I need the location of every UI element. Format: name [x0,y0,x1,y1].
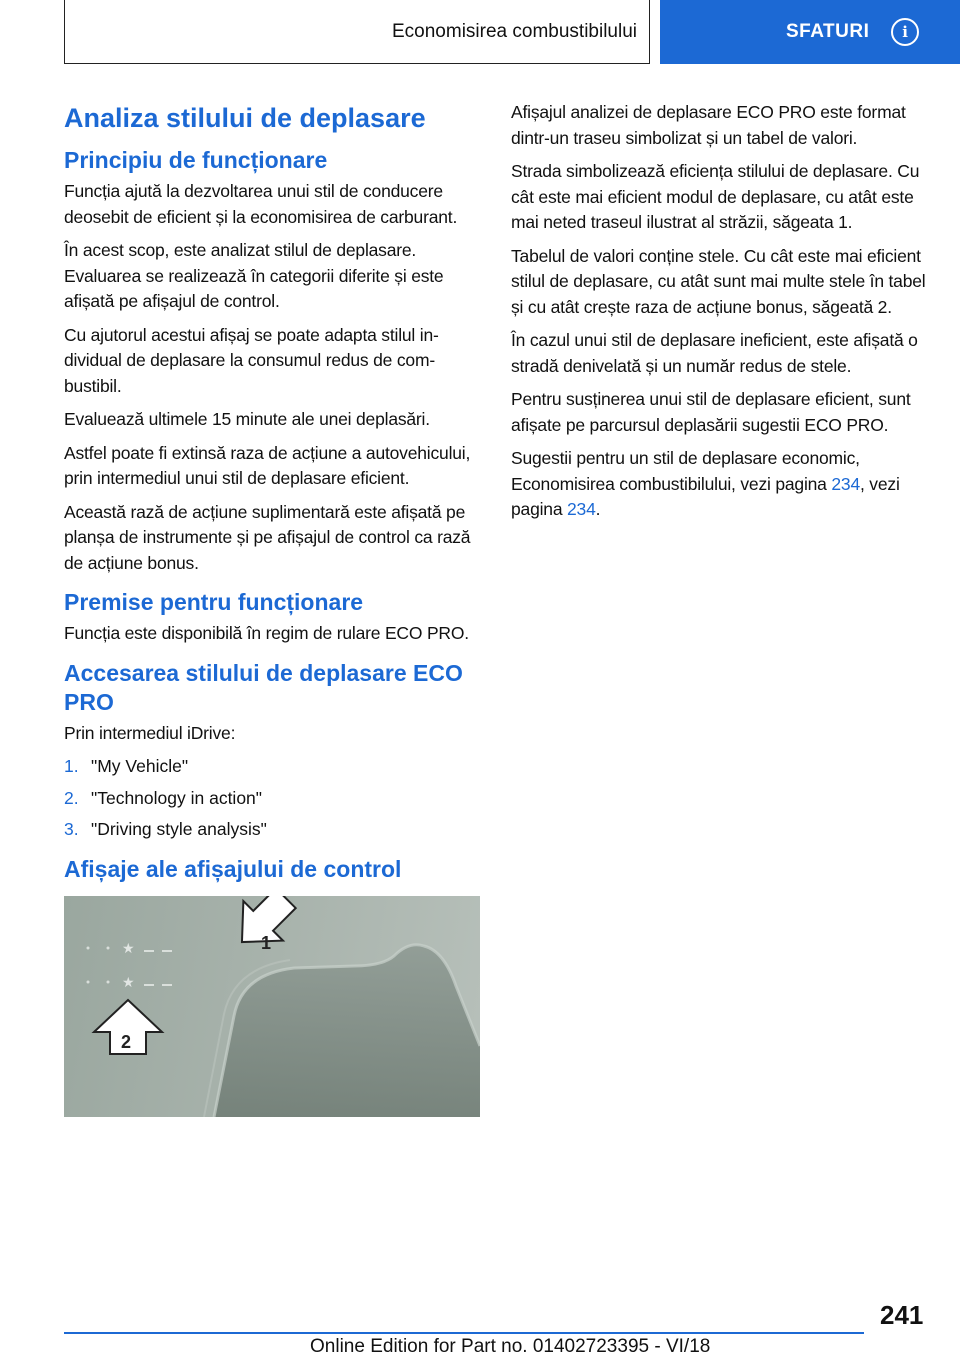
paragraph: Evaluează ultimele 15 minute ale unei deplasări. [64,409,430,429]
list-item [64,786,480,812]
page-link[interactable]: 234 [567,499,596,519]
info-icon[interactable]: i [891,18,919,46]
paragraph: Pentru susținerea unui stil de deplasare eficient, sunt afișate pe parcursul deplasării sugestii ECO PRO. [511,389,911,435]
footer-edition: Online Edition for Part no. 01402723395 - VI/18 [310,1336,711,1357]
heading-displays: Afișaje ale afișajului de control [64,855,402,882]
road-illustration [64,896,480,1117]
paragraph-text: Sugestii pentru un stil de deplasare economic, Economisirea combustibilului, vezi pagina [511,448,860,494]
step-number: 2. [64,787,79,808]
list-item [64,817,480,843]
arrow-1-label: 1 [261,932,272,953]
paragraph: Strada simbolizează eficiența stilului de deplasare. Cu cât este mai eficient modul de deplasare, cu atât este mai neted traseul ilustrat al străzii, săgeata 1. [511,161,920,232]
paragraph-text: , vezi pagina [511,473,900,519]
paragraph: Tabelul de valori conține stele. Cu cât este mai eficient stilul de deplasare, cu atât sunt mai multe stele în tabel și cu atât crește raza de acțiune bonus, săgeată 2. [511,245,926,317]
page-link[interactable]: 234 [831,473,860,494]
paragraph: Funcția ajută la dezvoltarea unui stil de conducere deosebit de eficient și la economisirea de carburant. [64,181,458,227]
steps-list [64,754,480,843]
svg-text:★: ★ [122,940,135,957]
step-text: "Technology in action" [91,787,263,808]
section-title-text: Economisirea combustibilului [392,20,637,42]
page-title: Analiza stilului de deplasare [64,103,426,133]
header-section-title [64,0,650,64]
footer-divider [64,1332,864,1334]
page-number: 241 [880,1300,924,1330]
paragraph: Astfel poate fi extinsă raza de acțiune a autovehicului, prin intermediul unui stil de deplasare eficient. [64,442,471,488]
right-column [511,100,927,531]
list-item [64,754,480,780]
step-number: 1. [64,756,79,776]
value-table-row [87,941,173,957]
paragraph-text: . [595,499,601,519]
paragraph-with-links [511,446,927,523]
paragraph: În acest scop, este analizat stilul de deplasare. Evaluarea se realizează în categorii diferite și este afișată pe afișajul de control. [64,240,444,311]
paragraph: În cazul unui stil de deplasare ineficient, este afișată o stradă denivelată și un număr redus de stele. [511,330,918,376]
paragraph: Această rază de acțiune suplimentară este afișată pe planșa de instrumente și pe afișajul de control ca rază de acțiune bonus. [64,501,471,573]
paragraph: Afișajul analizei de deplasare ECO PRO este format dintr-un traseu simbolizat și un tabel de valori. [511,102,906,148]
tab-label: SFATURI [786,21,870,42]
step-text: "Driving style analysis" [91,819,267,839]
heading-prerequisites: Premise pentru funcționare [64,589,364,615]
eco-pro-display-figure [64,896,480,1117]
heading-access: Accesarea stilului de deplasare ECO PRO [64,659,463,715]
paragraph: Funcția este disponibilă în regim de rulare ECO PRO. [64,623,469,643]
step-text: "My Vehicle" [91,756,189,776]
paragraph: Prin intermediul iDrive: [64,722,236,743]
left-column [64,100,480,1117]
arrow-2-label: 2 [121,1031,132,1052]
step-number: 3. [64,819,79,839]
paragraph: Cu ajutorul acestui afișaj se poate adapta stilul individual de deplasare la consumul redus de combustibil. [64,324,439,396]
header-tab[interactable] [660,0,960,64]
heading-principle: Principiu de funcționare [64,147,328,173]
svg-text:★: ★ [122,974,135,991]
value-table-row [87,975,173,991]
